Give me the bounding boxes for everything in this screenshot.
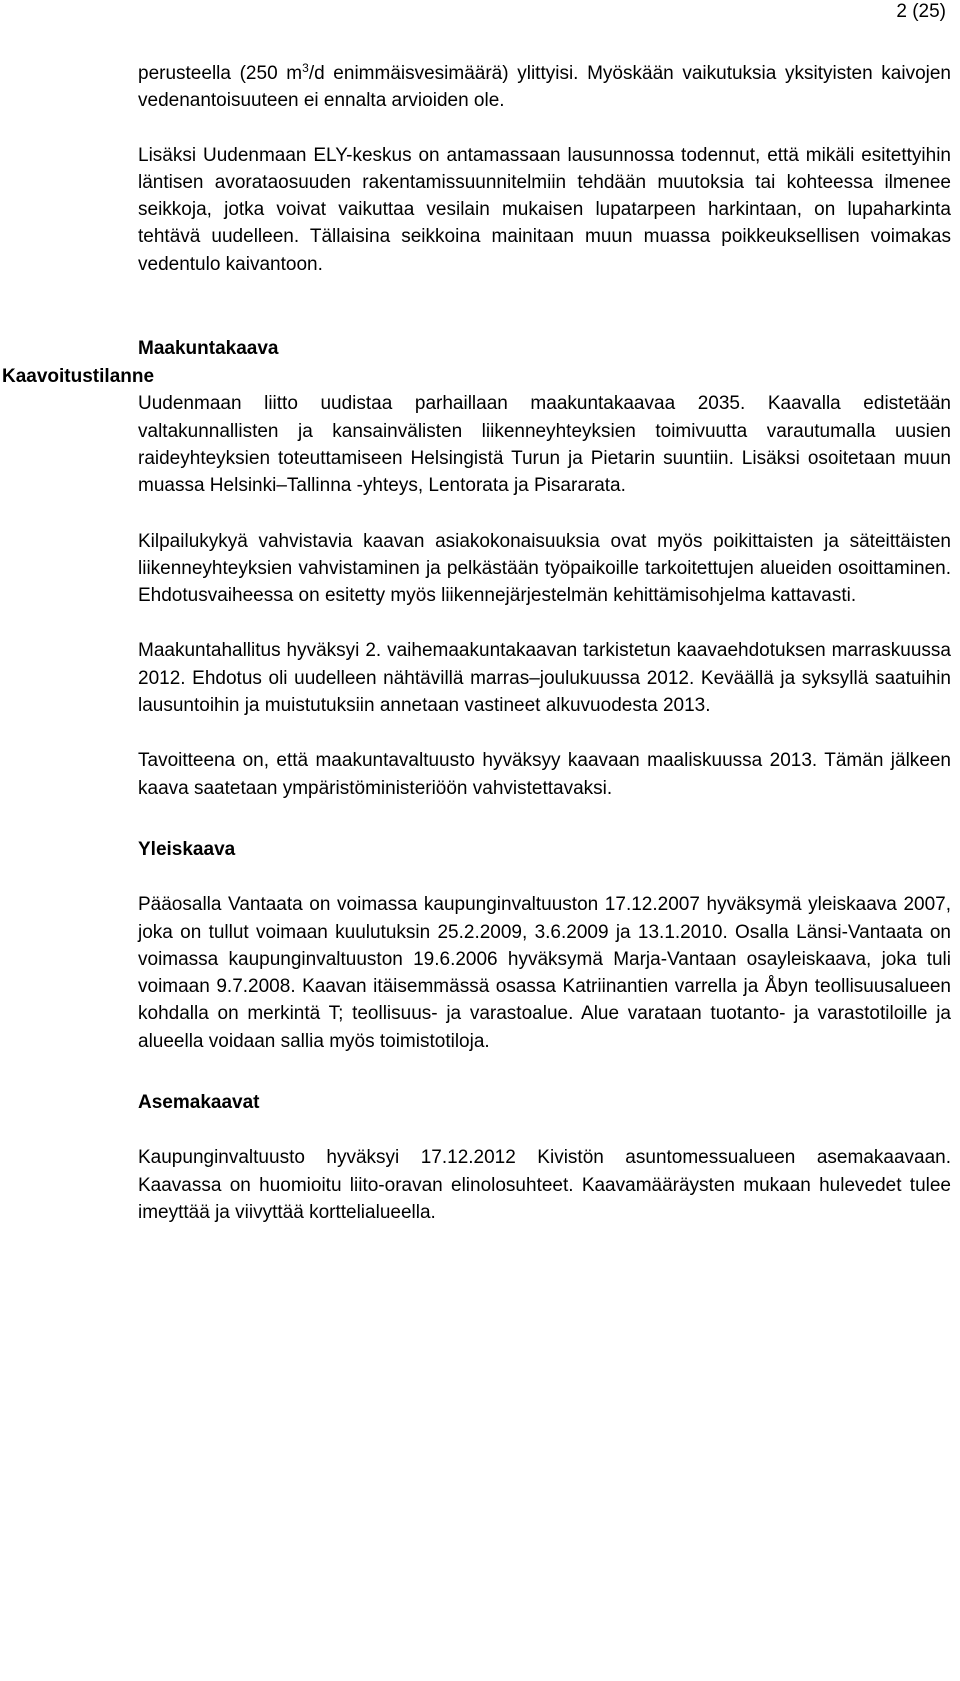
maakuntakaava-paragraph-1: Uudenmaan liitto uudistaa parhaillaan maakuntakaavaa 2035. Kaavalla edistetään valtakunnallisten ja kansainvälisten liikenneyhteyksien toimivuutta varautumalla uusien raideyhteyksien toteuttamiseen Helsingistä Turun ja Pietarin suuntiin. Lisäksi osoitetaan muun muassa Helsinki–Tallinna -yhteys, Lentorata ja Pisararata.	[138, 393, 951, 497]
intro-paragraph	[138, 60, 951, 115]
heading-asemakaavat: Asemakaavat	[138, 1092, 260, 1114]
heading-maakuntakaava: Maakuntakaava	[138, 338, 279, 360]
maakuntakaava-paragraph-2: Kilpailukykyä vahvistavia kaavan asiakokonaisuuksia ovat myös poikittaisten ja säteittäisten liikenneyhteyksien vahvistaminen ja pelkästään työpaikoille tarkoitettujen alueiden osoittaminen. Ehdotusvaiheessa on esitetty myös liikennejärjestelmän kehittämisohjelma kattavasti.	[138, 530, 951, 607]
page-number: 2 (25)	[896, 1, 946, 22]
section-label-kaavoitustilanne: Kaavoitustilanne	[2, 366, 155, 387]
superscript-3: 3	[302, 61, 309, 75]
maakuntakaava-paragraph-4: Tavoitteena on, että maakuntavaltuusto hyväksyy kaavaan maaliskuussa 2013. Tämän jälkeen kaava saatetaan ympäristöministeriöön vahvistettavaksi.	[138, 750, 951, 799]
intro-text-start: perusteella (250 m	[138, 63, 303, 84]
intro-text-end: /d enimmäisvesimäärä) ylittyisi. Myöskään vaikutuksia yksityisten kaivojen vedenantoisuuteen ei ennalta arvioiden ole.	[138, 63, 951, 112]
ely-paragraph: Lisäksi Uudenmaan ELY-keskus on antamassaan lausunnossa todennut, että mikäli esitettyihin läntisen avorataosuuden rakentamissuunnitelmiin tehdään muutoksia tai kohteessa ilmenee seikkoja, jotka voivat vaikuttaa vesilain mukaisen lupatarpeen harkintaan, on lupaharkinta tehtävä uudelleen. Tällaisina seikkoina mainitaan muun muassa poikkeuksellisen voimakas vedentulo kaivantoon.	[138, 144, 951, 275]
asemakaavat-paragraph: Kaupunginvaltuusto hyväksyi 17.12.2012 Kivistön asuntomessualueen asemakaavaan. Kaavassa on huomioitu liito-oravan elinolosuhteet. Kaavamääräysten mukaan hulevedet tulee imeyttää ja viivyttää korttelialueella.	[138, 1147, 951, 1223]
heading-yleiskaava: Yleiskaava	[138, 838, 236, 860]
document-body	[138, 60, 951, 1226]
yleiskaava-paragraph: Pääosalla Vantaata on voimassa kaupunginvaltuuston 17.12.2007 hyväksymä yleiskaava 2007, joka on tullut voimaan kuulutuksin 25.2.2009, 3.6.2009 ja 13.1.2010. Osalla Länsi-Vantaata on voimassa kaupunginvaltuuston 19.6.2006 hyväksymä Marja-Vantaan osayleiskaava, joka tuli voimaan 9.7.2008. Kaavan itäisemmässä osassa Katriinantien varrella ja Åbyn teollisuusalueen kohdalla on merkintä T; teollisuus- ja varastoalue. Alue varataan tuotanto- ja varastotiloille ja alueella voidaan sallia myös toimistotiloja.	[138, 894, 951, 1052]
maakuntakaava-paragraph-3: Maakuntahallitus hyväksyi 2. vaihemaakuntakaavan tarkistetun kaavaehdotuksen marraskuussa 2012. Ehdotus oli uudelleen nähtävillä marras–joulukuussa 2012. Keväällä ja syksyllä saatuihin lausuntoihin ja muistutuksiin annetaan vastineet alkuvuodesta 2013.	[138, 640, 951, 717]
